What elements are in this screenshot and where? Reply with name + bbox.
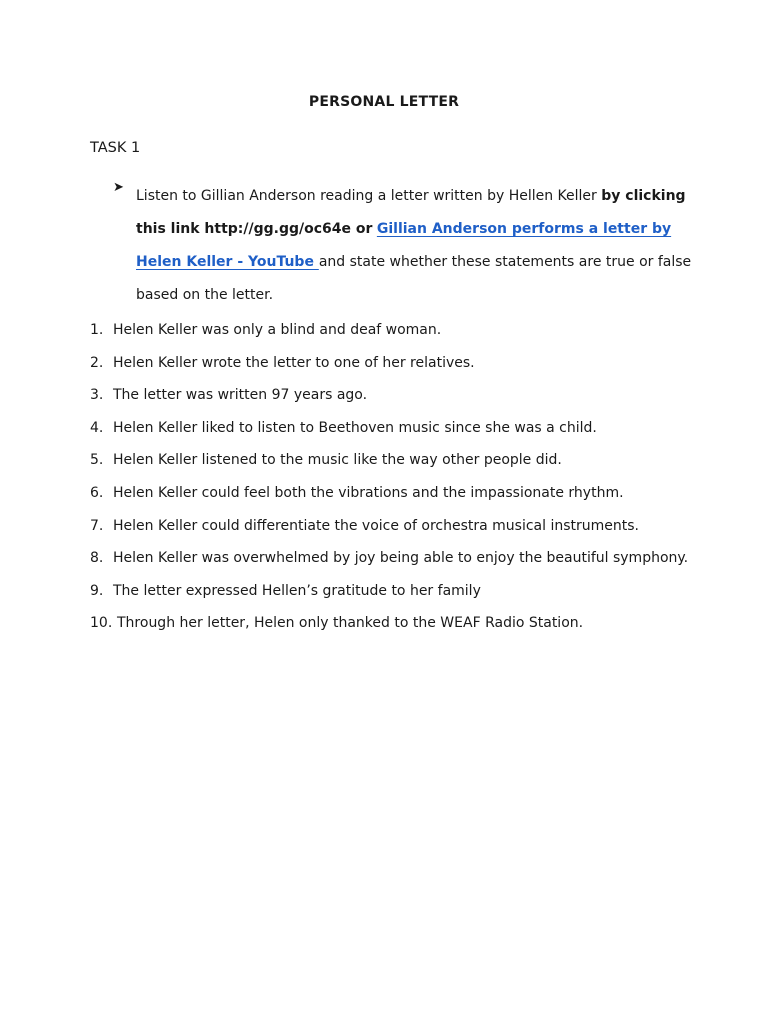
list-item: [90, 575, 710, 608]
item-number: 2.: [90, 354, 104, 371]
item-text: Helen Keller could differentiate the voice of orchestra musical instruments.: [113, 517, 639, 534]
item-text: Helen Keller could feel both the vibrations and the impassionate rhythm.: [113, 484, 624, 501]
item-text: Helen Keller listened to the music like the way other people did.: [113, 452, 562, 469]
item-number: 10.: [90, 615, 113, 632]
item-text: Through her letter, Helen only thanked to the WEAF Radio Station.: [117, 615, 584, 632]
task-label: TASK 1: [90, 140, 141, 156]
item-number: 5.: [90, 452, 104, 469]
item-text: The letter expressed Hellen’s gratitude to her family: [113, 582, 481, 599]
statement-list: [90, 314, 710, 640]
list-item: [90, 542, 710, 575]
item-text: Helen Keller wrote the letter to one of her relatives.: [113, 354, 475, 371]
item-text: The letter was written 97 years ago.: [113, 387, 368, 404]
item-text: Helen Keller was overwhelmed by joy being able to enjoy the beautiful symphony.: [113, 550, 689, 567]
list-item: [90, 477, 710, 510]
instruction-text-2: by clicking this link http://gg.gg/oc64e or: [136, 188, 686, 237]
instruction-text-1: Listen to Gillian Anderson reading a letter written by Hellen Keller: [136, 188, 602, 204]
arrow-bullet-icon: ➤: [113, 180, 124, 195]
item-number: 3.: [90, 387, 104, 404]
page-title: PERSONAL LETTER: [308, 94, 460, 110]
instruction-text-3: and state whether these statements are true or false based on the letter.: [136, 254, 692, 303]
list-item: [90, 314, 710, 347]
list-item: [90, 510, 710, 543]
item-number: 7.: [90, 517, 104, 534]
item-number: 1.: [90, 322, 104, 338]
list-item: [90, 607, 710, 640]
list-item: [90, 412, 710, 445]
item-number: 9.: [90, 582, 104, 599]
list-item: [90, 444, 710, 477]
item-number: 4.: [90, 419, 104, 436]
item-text: Helen Keller was only a blind and deaf woman.: [113, 322, 442, 338]
youtube-link[interactable]: Gillian Anderson performs a letter by Helen Keller - YouTube: [136, 221, 672, 270]
item-number: 8.: [90, 550, 104, 567]
item-number: 6.: [90, 484, 104, 501]
list-item: [90, 379, 710, 412]
item-text: Helen Keller liked to listen to Beethoven music since she was a child.: [113, 419, 597, 436]
list-item: [90, 347, 710, 380]
instruction-paragraph: [136, 180, 696, 312]
